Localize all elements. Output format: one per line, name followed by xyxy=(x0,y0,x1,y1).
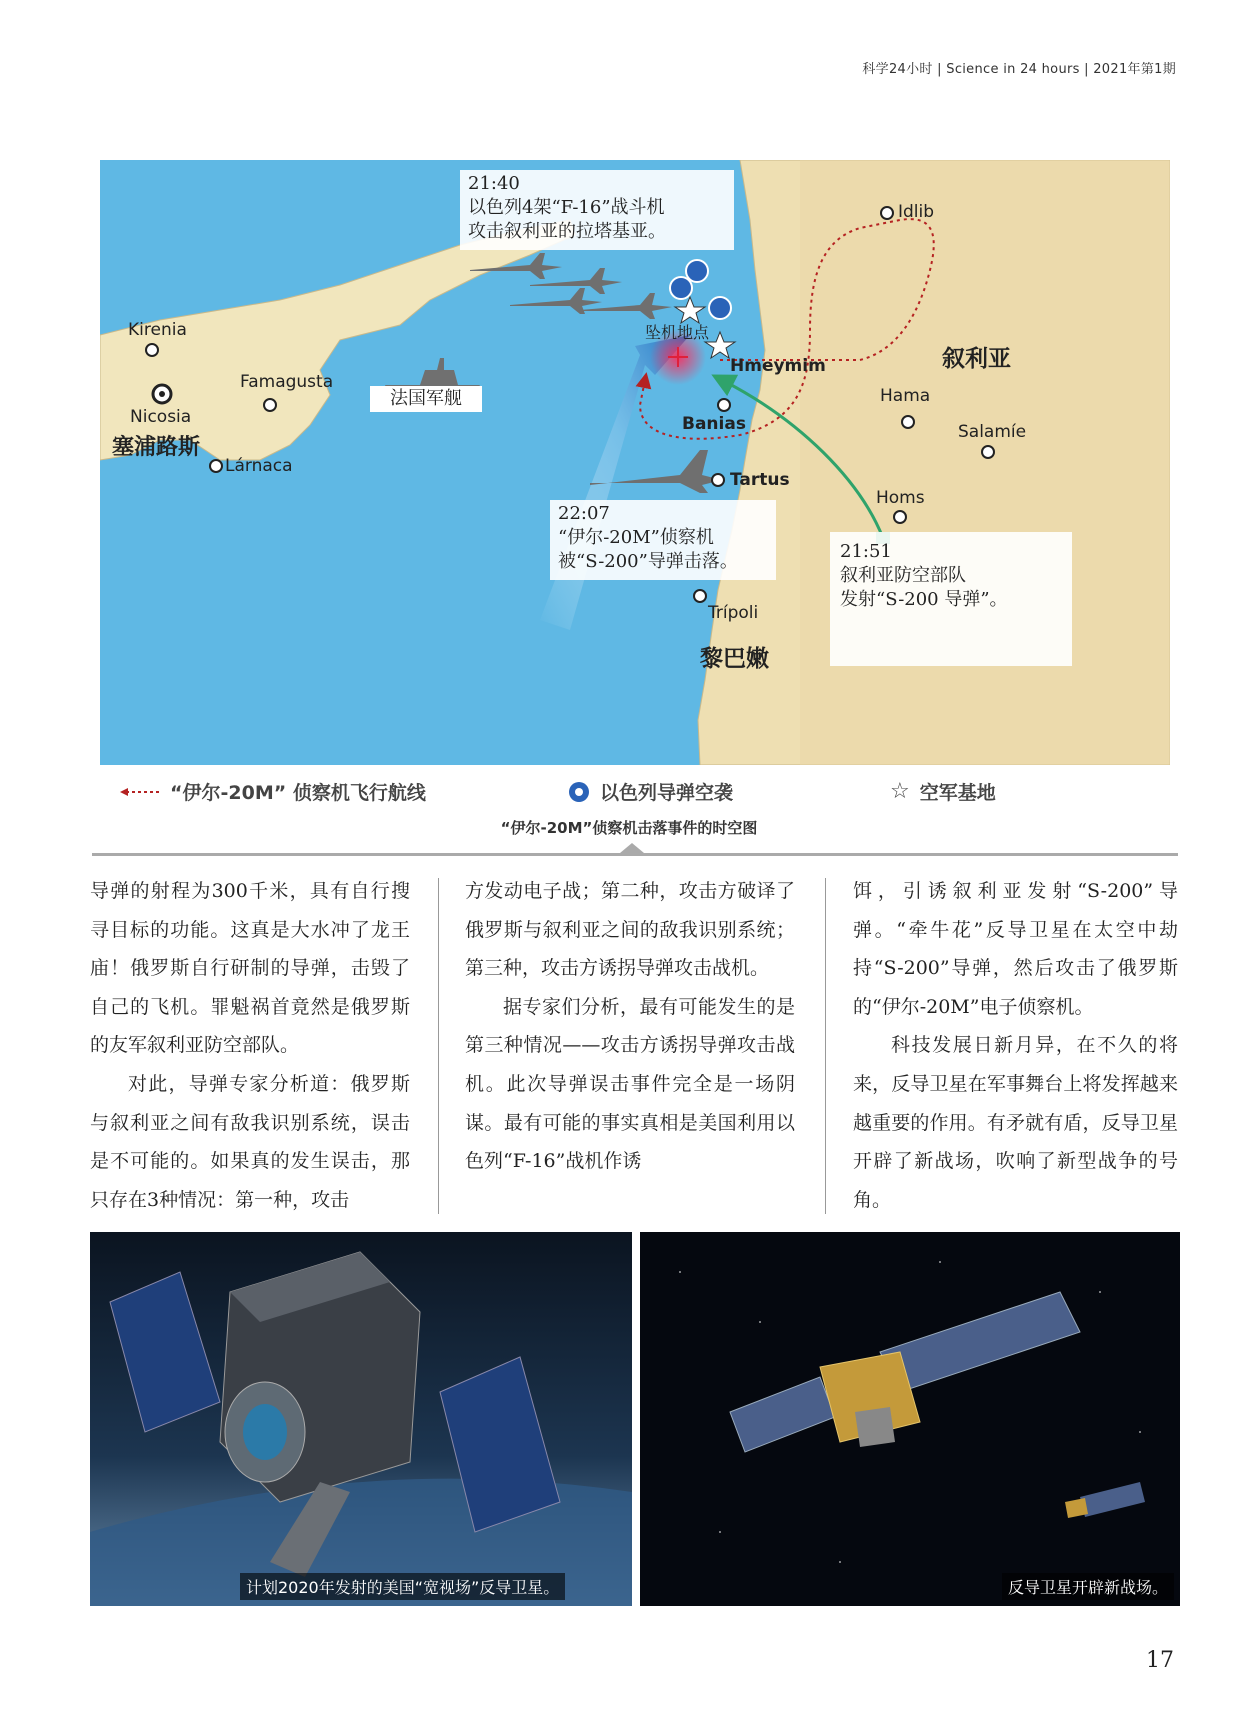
page-number: 17 xyxy=(1146,1648,1174,1673)
photo-caption-right: 反导卫星开辟新战场。 xyxy=(1002,1573,1174,1600)
label-famagusta: Famagusta xyxy=(240,372,334,392)
running-header: 科学24小时 | Science in 24 hours | 2021年第1期 xyxy=(862,62,1176,77)
paragraph: 科技发展日新月异，在不久的将来，反导卫星在军事舞台上将发挥越来越重要的作用。有矛就有盾，反导卫星开辟了新战场，吹响了新型战争的号角。 xyxy=(853,1034,1178,1211)
info-box-2140 xyxy=(460,170,734,250)
legend-base xyxy=(890,778,996,805)
legend-base-label: 空军基地 xyxy=(919,782,996,804)
legend-strike-label: 以色列导弹空袭 xyxy=(600,782,734,804)
info-time: 21:40 xyxy=(468,173,520,194)
column-divider xyxy=(825,878,826,1214)
paragraph: 方发动电子战；第二种，攻击方破译了俄罗斯与叙利亚之间的敌我识别系统；第三种，攻击方诱拐导弹攻击战机。 xyxy=(465,880,795,980)
label-nicosia: Nicosia xyxy=(130,407,192,427)
label-ship: 法国军舰 xyxy=(370,386,482,412)
satellite-photo-right xyxy=(640,1232,1180,1606)
label-kirenia: Kirenia xyxy=(128,320,187,340)
map-legend xyxy=(120,778,1180,806)
strike-icon xyxy=(568,781,590,803)
article-column-2 xyxy=(465,872,795,1181)
satellite-photo-left xyxy=(90,1232,632,1606)
label-idlib: Idlib xyxy=(898,202,935,222)
article-column-3 xyxy=(853,872,1178,1219)
info-line: 被“S-200”导弹击落。 xyxy=(558,551,738,572)
info-time: 21:51 xyxy=(840,541,892,562)
label-lebanon: 黎巴嫩 xyxy=(700,646,769,672)
label-tartus: Tartus xyxy=(730,470,790,490)
info-line: 以色列4架“F-16”战斗机 xyxy=(468,197,665,218)
label-larnaca: Lárnaca xyxy=(225,456,293,476)
label-salamie: Salamíe xyxy=(958,422,1027,442)
photo-caption-left: 计划2020年发射的美国“宽视场”反导卫星。 xyxy=(240,1573,565,1600)
info-line: “伊尔-20M”侦察机 xyxy=(558,527,714,548)
label-cyprus: 塞浦路斯 xyxy=(112,435,201,460)
paragraph: 据专家们分析，最有可能发生的是第三种情况——攻击方诱拐导弹攻击战机。此次导弹误击事件完全是一场阴谋。最有可能的事实真相是美国利用以色列“F-16”战机作诱 xyxy=(465,995,795,1173)
info-time: 22:07 xyxy=(558,503,610,524)
label-crash-site: 坠机地点 xyxy=(645,323,710,342)
info-box-2151 xyxy=(830,532,1072,666)
label-syria: 叙利亚 xyxy=(942,346,1011,372)
star-icon: ☆ xyxy=(890,779,910,804)
label-hmeymim: Hmeymim xyxy=(730,356,826,376)
figure-caption: “伊尔-20M”侦察机击落事件的时空图 xyxy=(500,819,758,837)
paragraph: 对此，导弹专家分析道：俄罗斯与叙利亚之间有敌我识别系统，误击是不可能的。如果真的发生误击，那只存在3种情况：第一种，攻击 xyxy=(90,1072,410,1211)
divider-notch xyxy=(620,843,644,853)
paragraph: 导弹的射程为300千米，具有自行搜寻目标的功能。这真是大水冲了龙王庙！俄罗斯自行研制的导弹，击毁了自己的飞机。罪魁祸首竟然是俄罗斯的友军叙利亚防空部队。 xyxy=(90,880,410,1057)
legend-route-label: “伊尔-20M” 侦察机飞行航线 xyxy=(170,782,426,804)
label-banias: Banias xyxy=(682,414,746,434)
paragraph: 饵，引诱叙利亚发射“S-200”导弹。“牵牛花”反导卫星在太空中劫持“S-200”导弹，然后攻击了俄罗斯的“伊尔-20M”电子侦察机。 xyxy=(853,880,1178,1018)
label-hama: Hama xyxy=(880,386,931,406)
label-homs: Homs xyxy=(876,488,925,508)
info-box-2207 xyxy=(550,500,776,580)
info-line: 攻击叙利亚的拉塔基亚。 xyxy=(468,221,666,242)
legend-route xyxy=(120,778,426,805)
label-tripoli: Trípoli xyxy=(708,603,759,623)
event-map xyxy=(100,160,1170,765)
info-line: 发射“S-200 导弹”。 xyxy=(840,589,1008,610)
space-battle-illustration xyxy=(640,1232,1180,1606)
article-column-1 xyxy=(90,872,410,1219)
legend-strike xyxy=(568,778,733,805)
divider xyxy=(92,853,1178,856)
satellite-illustration xyxy=(90,1232,632,1606)
column-divider xyxy=(438,878,439,1214)
info-line: 叙利亚防空部队 xyxy=(840,565,966,586)
route-icon xyxy=(120,786,160,798)
